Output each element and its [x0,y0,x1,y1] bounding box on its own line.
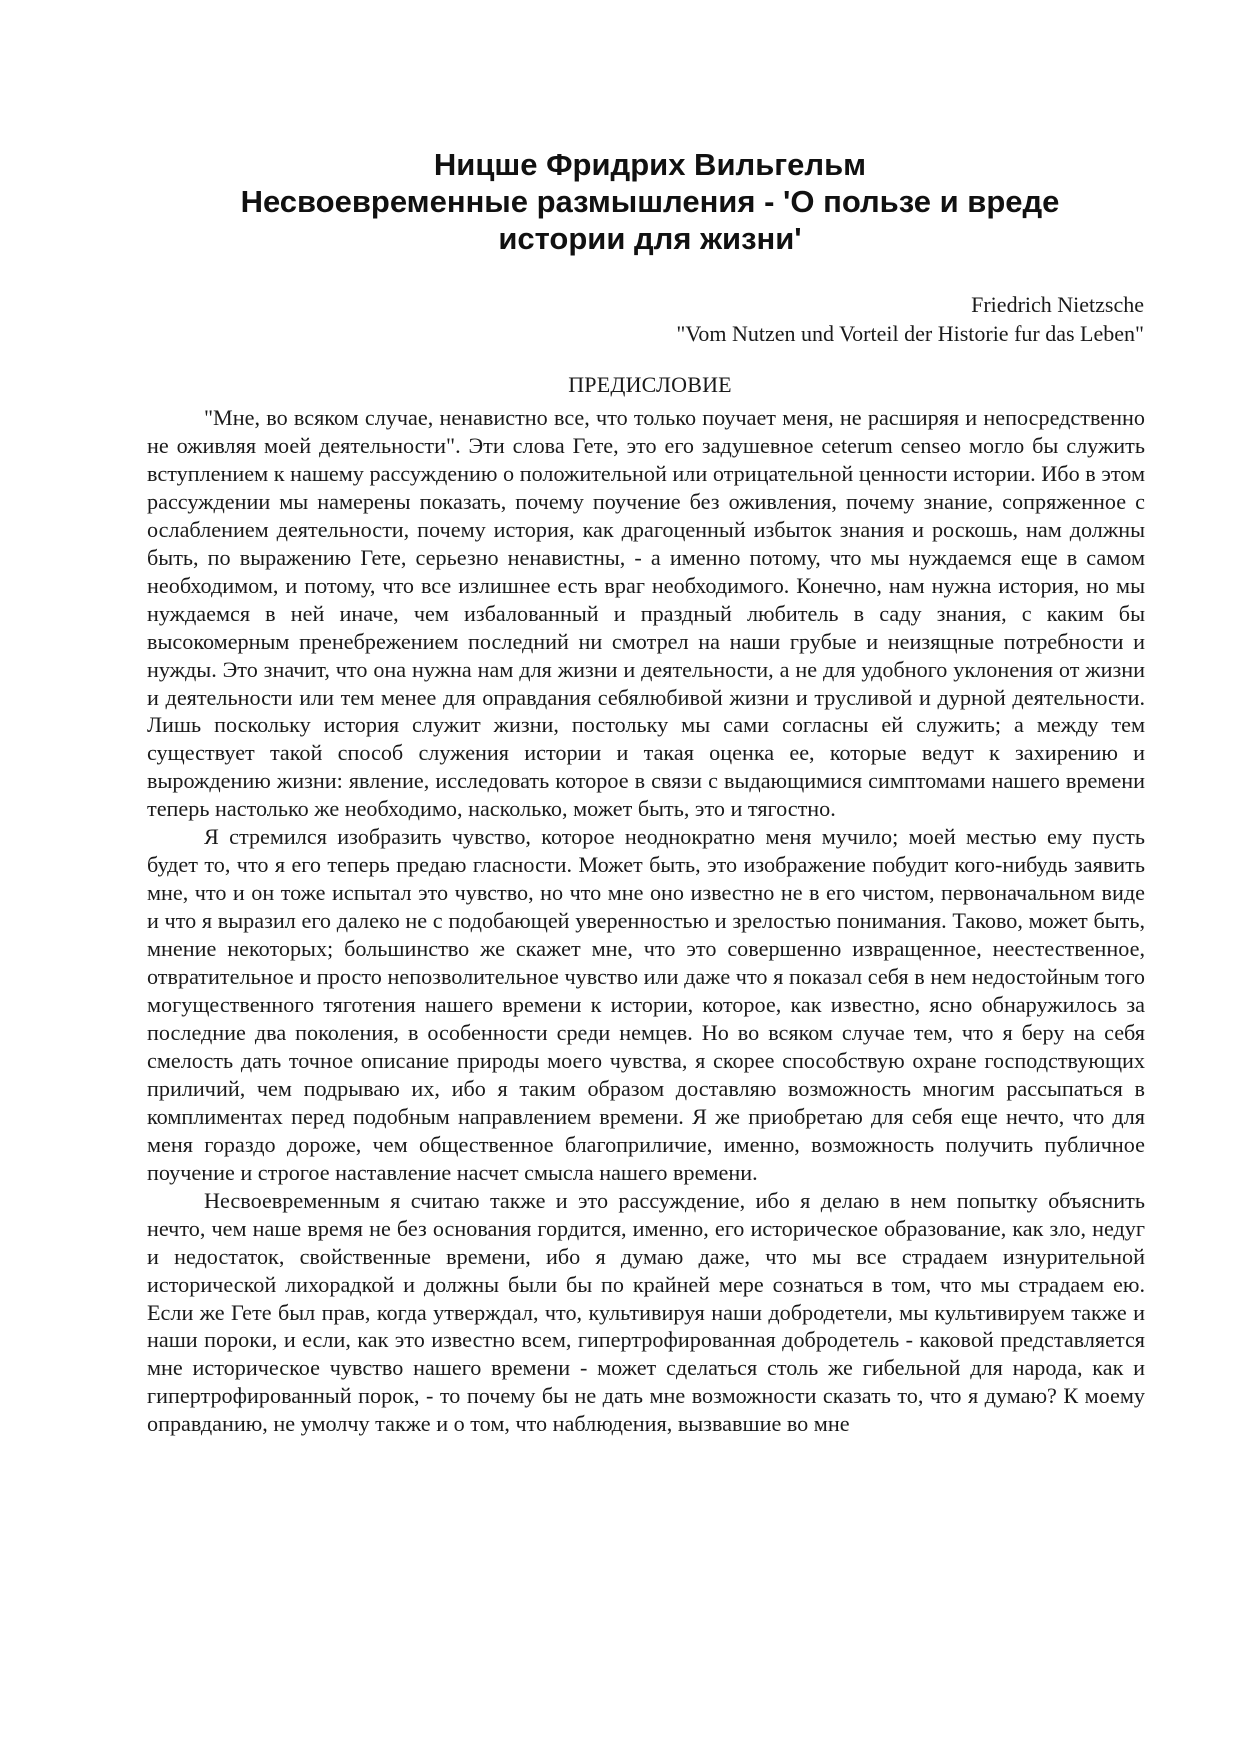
original-author: Friedrich Nietzsche [971,292,1144,317]
original-attribution [676,290,1144,348]
paragraph: "Мне, во всяком случае, ненавистно все, что только поучает меня, не расширяя и непосредственно не оживляя моей деятельности". Эти слова Гете, это его задушевное ceterum censeo могло бы служить вступлением к нашему рассуждению о положительной или отрицательной ценности истории. Ибо в этом рассуждении мы намерены показать, почему поучение без оживления, почему знание, сопряженное с ослаблением деятельности, почему история, как драгоценный избыток знания и роскошь, нам должны быть, по выражению Гете, серьезно ненавистны, - а именно потому, что мы нуждаемся еще в самом необходимом, и потому, что все излишнее есть враг необходимого. Конечно, нам нужна история, но мы нуждаемся в ней иначе, чем избалованный и праздный любитель в саду знания, с каким бы высокомерным пренебрежением последний ни смотрел на наши грубые и неизящные потребности и нужды. Это значит, что она нужна нам для жизни и деятельности, а не для удобного уклонения от жизни и деятельности или тем менее для оправдания себялюбивой жизни и трусливой и дурной деятельности. Лишь поскольку история служит жизни, постольку мы сами согласны ей служить; а между тем существует такой способ служения истории и такая оценка ее, которые ведут к захирению и вырождению жизни: явление, исследовать которое в связи с выдающимися симптомами нашего времени теперь настолько же необходимо, насколько, может быть, это и тягостно. [147,405,1145,822]
original-title: "Vom Nutzen und Vorteil der Historie fur das Leben" [676,321,1144,346]
body-text [147,404,1145,1438]
document-title [150,146,1150,257]
title-work-line-2: истории для жизни' [498,221,802,256]
paragraph: Я стремился изобразить чувство, которое неоднократно меня мучило; моей местью ему пусть будет то, что я его теперь предаю гласности. Может быть, это изображение побудит кого-нибудь заявить мне, что и он тоже испытал это чувство, но что мне оно известно не в его чистом, первоначальном виде и что я выразил его далеко не с подобающей уверенностью и зрелостью понимания. Таково, может быть, мнение некоторых; большинство же скажет мне, что это совершенно извращенное, неестественное, отвратительное и просто непозволительное чувство или даже что я показал себя в нем недостойным того могущественного тяготения нашего времени к истории, которое, как известно, ясно обнаружилось за последние два поколения, в особенности среди немцев. Но во всяком случае тем, что я беру на себя смелость дать точное описание природы моего чувства, я скорее способствую охране господствующих приличий, чем подрываю их, ибо я таким образом доставляю возможность многим рассыпаться в комплиментах перед подобным направлением времени. Я же приобретаю для себя еще нечто, что для меня гораздо дороже, чем общественное благоприличие, именно, возможность получить публичное поучение и строгое наставление насчет смысла нашего времени. [147,824,1145,1185]
paragraph: Несвоевременным я считаю также и это рассуждение, ибо я делаю в нем попытку объяснить нечто, чем наше время не без основания гордится, именно, его историческое образование, как зло, недуг и недостаток, свойственные времени, ибо я думаю даже, что мы все страдаем изнурительной исторической лихорадкой и должны были бы по крайней мере сознаться в том, что мы страдаем ею. Если же Гете был прав, когда утверждал, что, культивируя наши добродетели, мы культивируем также и наши пороки, и если, как это известно всем, гипертрофированная добродетель - каковой представляется мне историческое чувство нашего времени - может сделаться столь же гибельной для народа, как и гипертрофированный порок, - то почему бы не дать мне возможности сказать то, что я думаю? К моему оправданию, не умолчу также и о том, что наблюдения, вызвавшие во мне [147,1187,1145,1437]
title-work-line-1: Несвоевременные размышления - 'О пользе и вреде [240,184,1060,219]
section-heading: ПРЕДИСЛОВИЕ [568,372,732,397]
title-author-line: Ницше Фридрих Вильгельм [433,147,867,182]
